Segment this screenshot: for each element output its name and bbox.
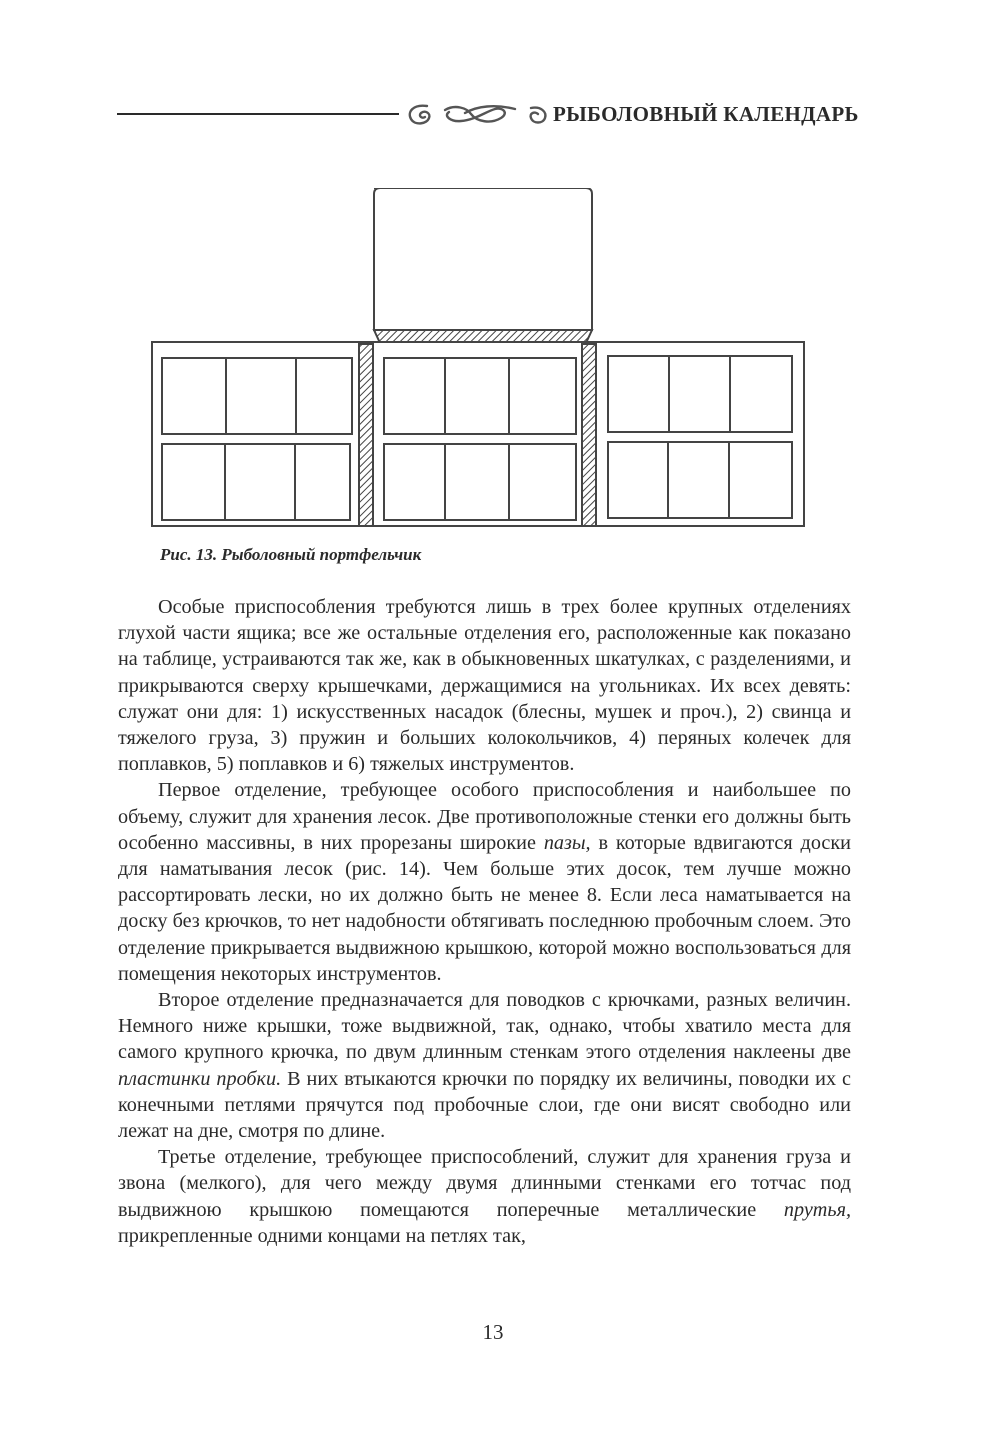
- italic-term: пазы,: [543, 831, 591, 854]
- paragraph: [118, 777, 851, 987]
- running-header: [117, 96, 857, 132]
- italic-term: прутья,: [783, 1198, 851, 1221]
- paragraph-text: прикрепленные одними концами на петлях так,: [118, 1224, 526, 1247]
- paragraph: [118, 1144, 851, 1249]
- lid-panel: [374, 188, 592, 330]
- page-number: 13: [482, 1320, 504, 1344]
- paragraph-text: Особые приспособления требуются лишь в трех более крупных отделениях глухой части ящика; все же остальные отделения его, расположенные как показано на таблице, устраиваются так же, как в обыкновенных шкатулках, с разделениями, и прикрываются сверху крышечками, держащимися на угольниках. Их всех девять: служат они для: 1) искусственных насадок (блесны, мушек и проч.), 2) свинца и тяжелого груза, 3) пружин и больших колокольчиков, 4) перяных колечек для поплавков, 5) поплавков и 6) тяжелых инструментов.: [118, 596, 851, 776]
- italic-term: пластинки пробки.: [118, 1067, 282, 1090]
- paragraph-text: В них втыкаются крючки по порядку их величины, поводки их с конечными петлями прячутся под пробочные слои, где они висят свободно или лежат на дне, смотря по длине.: [118, 1067, 851, 1143]
- header-rule-divider: [117, 113, 399, 115]
- paragraph: [118, 987, 851, 1144]
- body-text: [118, 594, 851, 1249]
- paragraph-text: Второе отделение предназначается для поводков с крючками, разных величин. Немного ниже крышки, тоже выдвижной, так, однако, чтобы хватило места для самого крупного крючка, по двум длинным стенкам этого отделения наклеены две: [118, 989, 851, 1064]
- paragraph-text: Третье отделение, требующее приспособлений, служит для хранения груза и звона (мелкого), для чего между двумя длинными стенками его тотчас под выдвижною крышкою помещаются поперечные металлические: [118, 1146, 851, 1221]
- paragraph: [118, 594, 851, 777]
- header-title: РЫБОЛОВНЫЙ КАЛЕНДАРЬ: [553, 102, 859, 126]
- fishing-case-diagram: [150, 188, 810, 528]
- paragraph-text: Первое отделение, требующее особого приспособления и наибольшее по объему, служит для хранения лесок. Две противоположные стенки его должны быть особенно массивны, в них прорезаны широкие: [118, 779, 851, 854]
- figure-caption: Рис. 13. Рыболовный портфельчик: [160, 545, 422, 564]
- flourish-ornament-icon: [405, 100, 555, 128]
- paragraph-text: в которые вдвигаются доски для наматывания лесок (рис. 14). Чем больше этих досок, тем лучше можно рассортировать лески, но их должно быть не менее 8. Если леса наматывается на доску без крючков, то нет надобности обтягивать последнюю пробочным слоем. Это отделение прикрывается выдвижною крышкою, которой можно воспользоваться для помещения некоторых инструментов.: [118, 831, 851, 985]
